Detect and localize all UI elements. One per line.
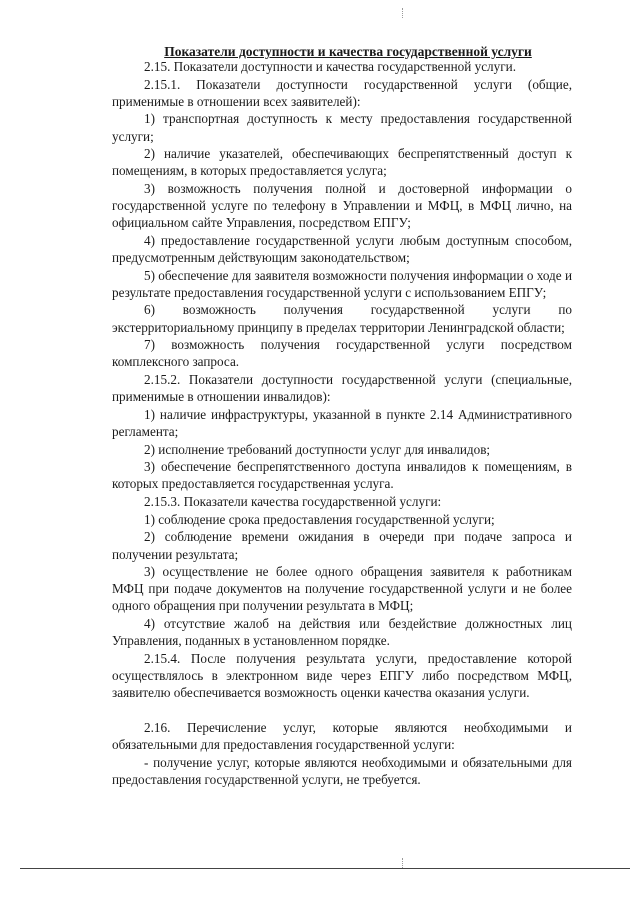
list-item: 2) соблюдение времени ожидания в очереди при подаче запроса и получении результата; xyxy=(112,529,572,562)
document-body xyxy=(112,58,572,789)
list-item: 4) предоставление государственной услуги любым доступным способом, предусмотренным действующим законодательством; xyxy=(112,232,572,265)
list-item: 4) отсутствие жалоб на действия или бездействие должностных лиц Управления, поданных в установленном порядке. xyxy=(112,616,572,649)
list-item: 6) возможность получения государственной услуги по экстерриториальному принципу в пределах территории Ленинградской области; xyxy=(112,302,572,335)
section-title: Показатели доступности и качества государственной услуги xyxy=(164,44,532,59)
paragraph-2-15-3: 2.15.3. Показатели качества государственной услуги: xyxy=(144,494,442,510)
paragraph-2-16: 2.16. Перечисление услуг, которые являются необходимыми и обязательными для предоставления государственной услуги: xyxy=(112,720,572,753)
list-item: 2) наличие указателей, обеспечивающих беспрепятственный доступ к помещениям, в которых предоставляется услуга; xyxy=(112,146,572,179)
paragraph-2-15-4: 2.15.4. После получения результата услуги, предоставление которой осуществлялось в электронном виде через ЕПГУ либо посредством МФЦ, заявителю обеспечивается возможность оценки качества оказания услуги. xyxy=(112,650,572,701)
list-item: 3) возможность получения полной и достоверной информации о государственной услуге по телефону в Управлении и МФЦ, в МФЦ лично, на официальном сайте Управления, посредством ЕПГУ; xyxy=(112,181,572,231)
scan-artifact xyxy=(402,8,404,18)
paragraph-2-15-2: 2.15.2. Показатели доступности государственной услуги (специальные, применимые в отношении инвалидов): xyxy=(112,372,572,405)
paragraph-2-15-1: 2.15.1. Показатели доступности государственной услуги (общие, применимые в отношении всех заявителей): xyxy=(112,76,572,109)
list-item: 5) обеспечение для заявителя возможности получения информации о ходе и результате предоставления государственной услуги с использованием ЕПГУ; xyxy=(112,267,572,300)
list-item: 3) обеспечение беспрепятственного доступа инвалидов к помещениям, в которых предоставляется государственная услуга. xyxy=(112,459,572,492)
list-item: 1) наличие инфраструктуры, указанной в пункте 2.14 Административного регламента; xyxy=(112,406,572,439)
list-item: 1) соблюдение срока предоставления государственной услуги; xyxy=(144,511,495,527)
list-item: 2) исполнение требований доступности услуг для инвалидов; xyxy=(144,441,491,457)
scan-artifact xyxy=(402,858,404,868)
list-item: 7) возможность получения государственной услуги посредством комплексного запроса. xyxy=(112,337,572,370)
list-item: 3) осуществление не более одного обращения заявителя к работникам МФЦ при подаче документов на получение государственной услуги и не более одного обращения при получении результата в МФЦ; xyxy=(112,564,572,614)
page-bottom-rule xyxy=(20,868,630,869)
list-item: - получение услуг, которые являются необходимыми и обязательными для предоставления государственной услуги, не требуется. xyxy=(112,754,572,788)
paragraph-2-15: 2.15. Показатели доступности и качества государственной услуги. xyxy=(144,59,516,74)
list-item: 1) транспортная доступность к месту предоставления государственной услуги; xyxy=(112,111,572,144)
